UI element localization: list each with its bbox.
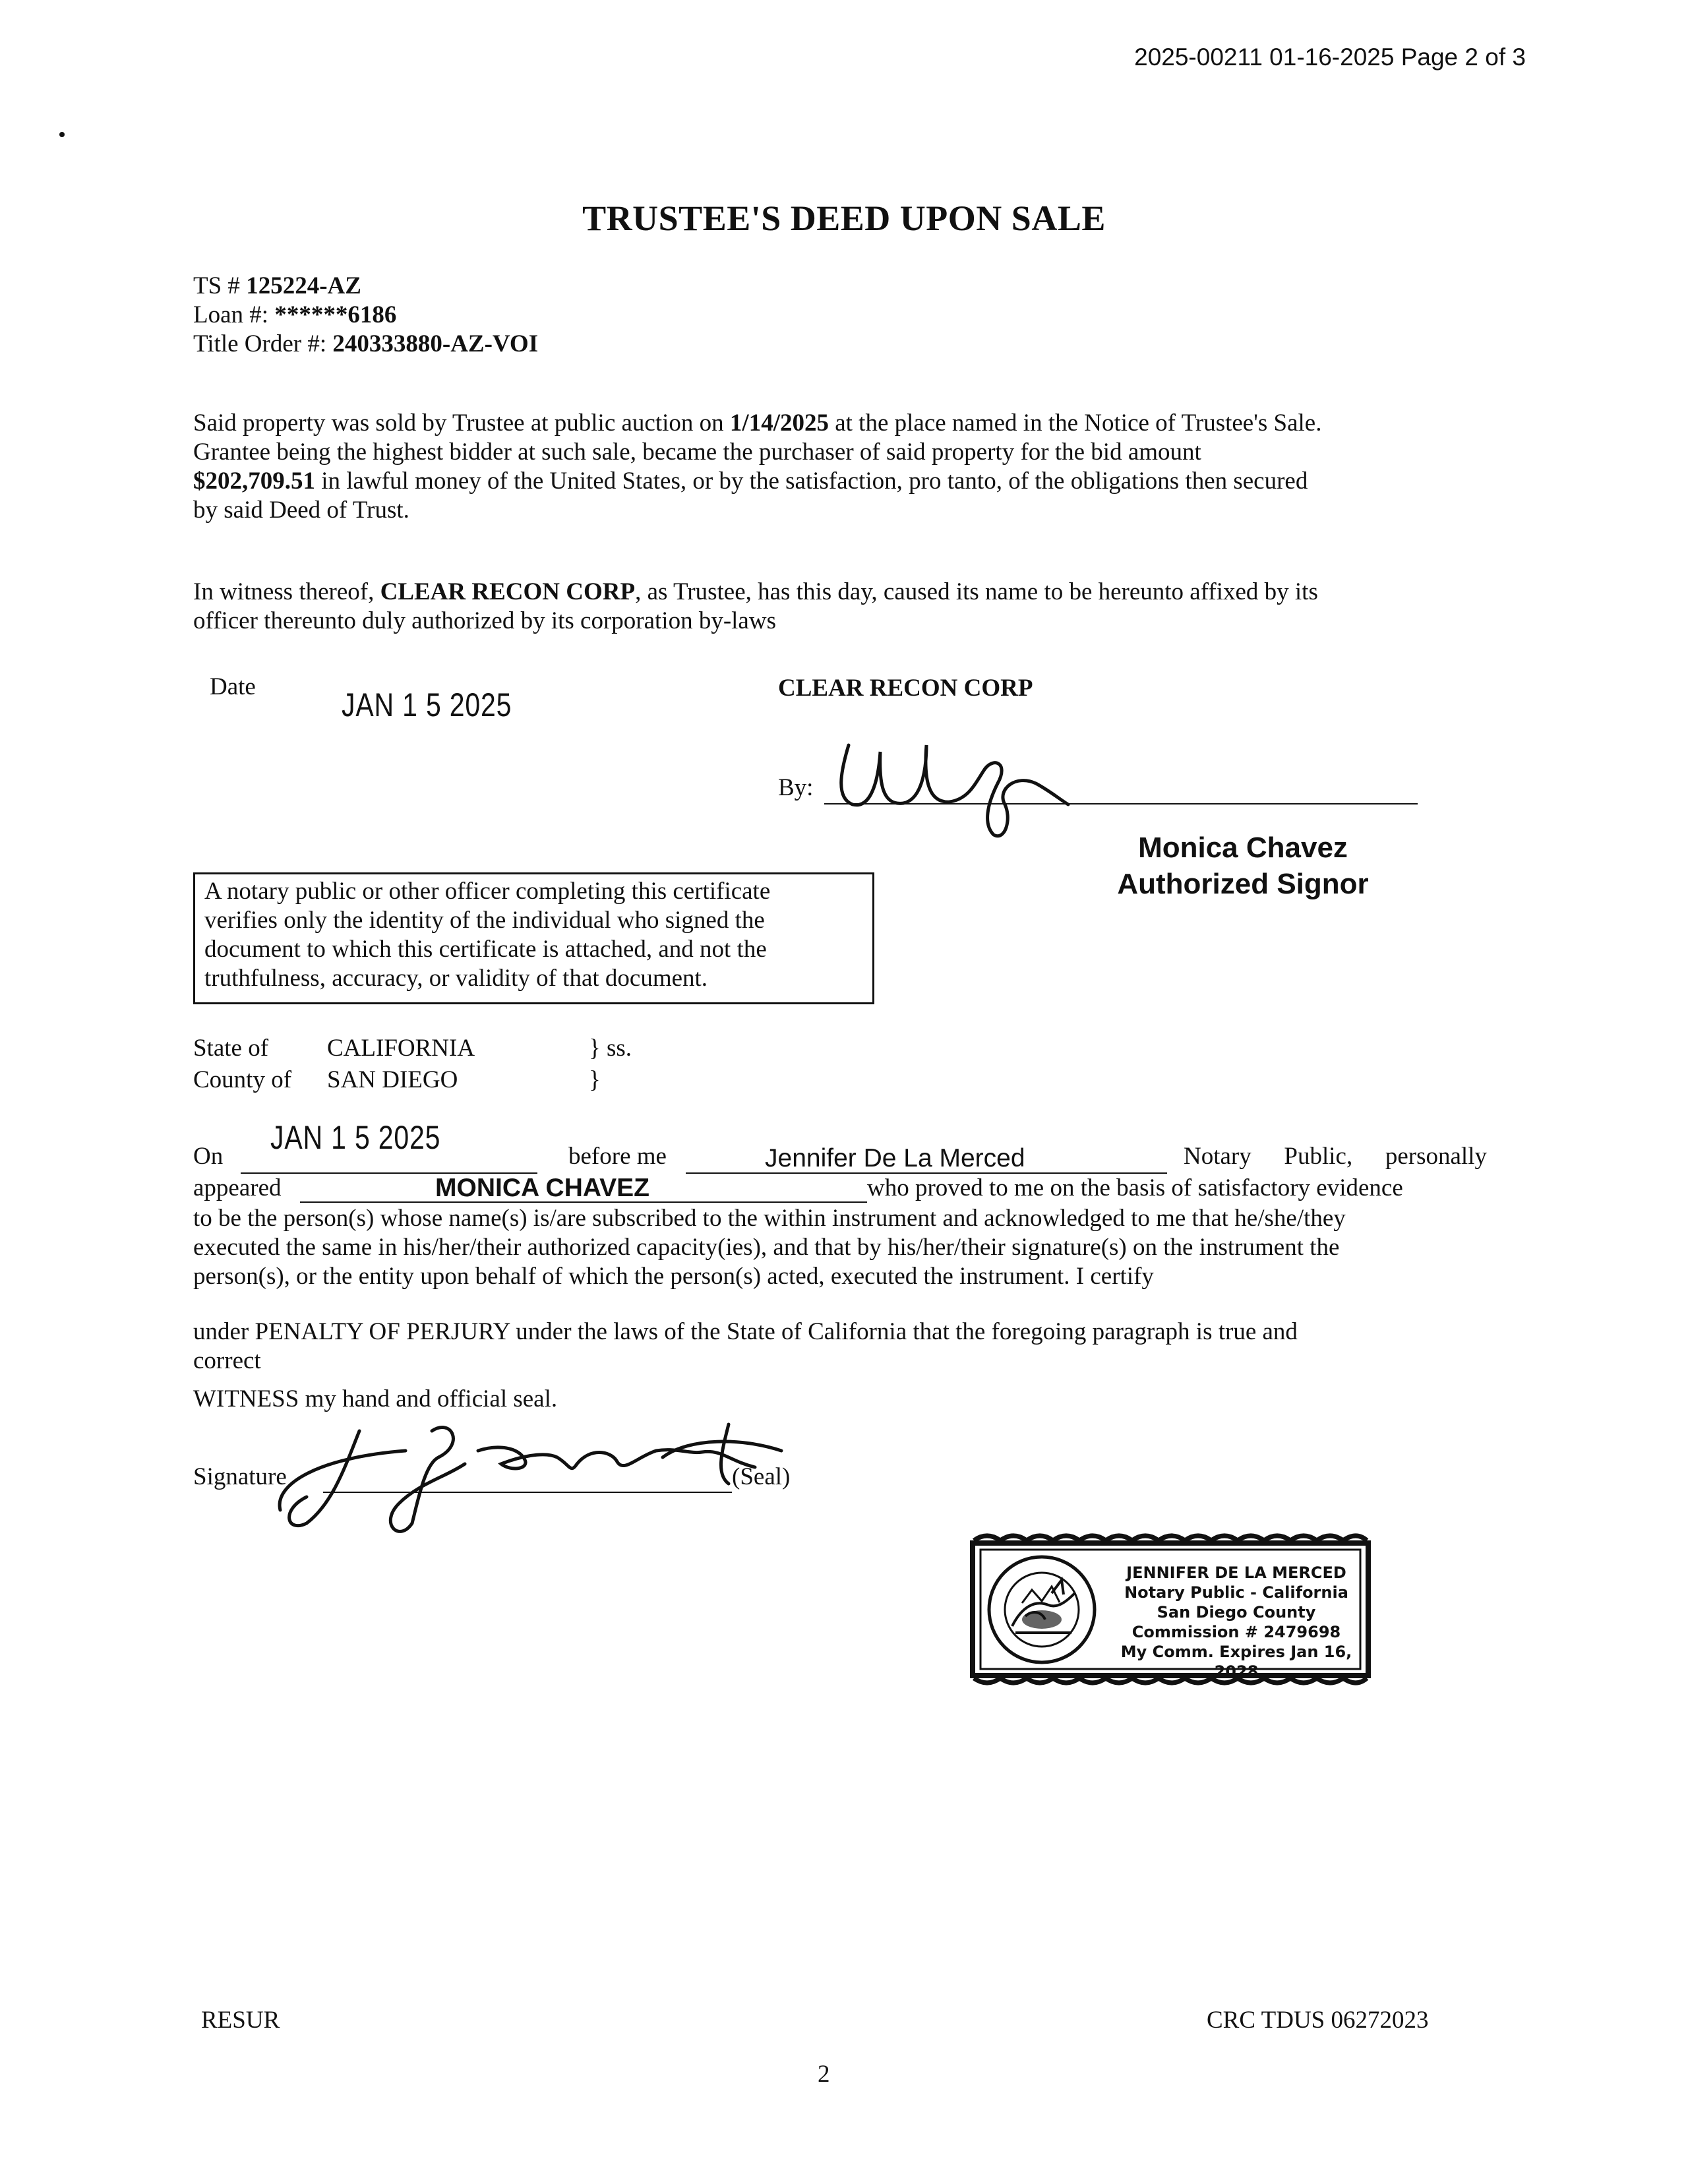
trustee-signature (828, 725, 1078, 844)
ack-date-stamp: JAN 1 5 2025 (270, 1119, 441, 1156)
witness-paragraph: In witness thereof, CLEAR RECON CORP, as Trustee, has this day, caused its name to be hereunto affixed by its officer thereunto duly authorized by its corporation by-laws (193, 578, 1318, 634)
signer-block (1095, 830, 1391, 902)
stamp-notary-name: JENNIFER DE LA MERCED (1126, 1563, 1346, 1582)
signer-name: Monica Chavez (1138, 832, 1348, 864)
witness-hand-text: WITNESS my hand and official seal. (193, 1385, 558, 1412)
notary-public-label: Notary Public, personally (1184, 1143, 1487, 1170)
reference-block (193, 272, 538, 359)
stamp-expiration: My Comm. Expires Jan 16, 2028 (1120, 1643, 1352, 1681)
venue-block: State of CALIFORNIA } ss. County of SAN DIEGO } (193, 1035, 632, 1093)
by-label: By: (778, 774, 814, 801)
county-label: County of (193, 1066, 292, 1093)
perjury-paragraph: under PENALTY OF PERJURY under the laws of the State of California that the foregoing paragraph is true and correct (193, 1318, 1298, 1374)
title-order-number: Title Order #: 240333880-AZ-VOI (193, 330, 539, 357)
county-value: SAN DIEGO (327, 1066, 458, 1093)
sale-paragraph: Said property was sold by Trustee at public auction on 1/14/2025 at the place named in the Notice of Trustee's Sale. Grantee being the highest bidder at such sale, became the purchaser of said property for the bid amount $202,709.51 in lawful money of the United States, or by the satisfaction, pro tanto, of the obligations then secured by said Deed of Trust. (193, 410, 1322, 524)
state-value: CALIFORNIA (327, 1035, 475, 1062)
signature-label: Signature (193, 1463, 287, 1490)
notary-disclaimer-box: A notary public or other officer completing this certificate verifies only the identity of the individual who signed the document to which this certificate is attached, and not the truthfulness, accuracy, or validity of that document. (193, 872, 874, 1004)
proved-text: who proved to me on the basis of satisfactory evidence (867, 1174, 1403, 1201)
date-stamp: JAN 1 5 2025 (342, 686, 512, 723)
notary-stamp (966, 1529, 1375, 1690)
state-label: State of (193, 1035, 269, 1062)
ts-number: TS # 125224-AZ (193, 272, 361, 299)
appeared-name: MONICA CHAVEZ (435, 1174, 649, 1202)
notary-signature (267, 1411, 795, 1536)
footer-right-code: CRC TDUS 06272023 (1207, 2007, 1429, 2034)
footer-left-code: RESUR (201, 2007, 280, 2034)
appeared-label: appeared (193, 1174, 282, 1201)
seal-label: (Seal) (732, 1463, 791, 1490)
signer-title: Authorized Signor (1117, 868, 1369, 900)
loan-number: Loan #: ******6186 (193, 301, 397, 328)
page-number: 2 (818, 2061, 830, 2088)
page-title: TRUSTEE'S DEED UPON SALE (582, 198, 1106, 238)
document-id: 2025-00211 01-16-2025 Page 2 of 3 (1134, 44, 1526, 71)
notary-name: Jennifer De La Merced (765, 1144, 1025, 1172)
acknowledgment-paragraph: to be the person(s) whose name(s) is/are subscribed to the within instrument and acknowledged to me that he/she/they executed the same in his/her/their authorized capacity(ies), and that by his/her/their signature(s) on the instrument the person(s), or the entity upon behalf of which the person(s) acted, executed the instrument. I certify (193, 1205, 1346, 1290)
company-name: CLEAR RECON CORP (778, 675, 1033, 702)
before-me-label: before me (568, 1143, 667, 1170)
great-seal-icon (986, 1554, 1098, 1666)
on-label: On (193, 1143, 224, 1170)
stray-mark (59, 132, 65, 137)
date-label: Date (210, 673, 256, 700)
stamp-text: JENNIFER DE LA MERCED Notary Public - California San Diego County Commission # 2479698 My Comm. Expires Jan 16, 2028 (1108, 1563, 1365, 1682)
